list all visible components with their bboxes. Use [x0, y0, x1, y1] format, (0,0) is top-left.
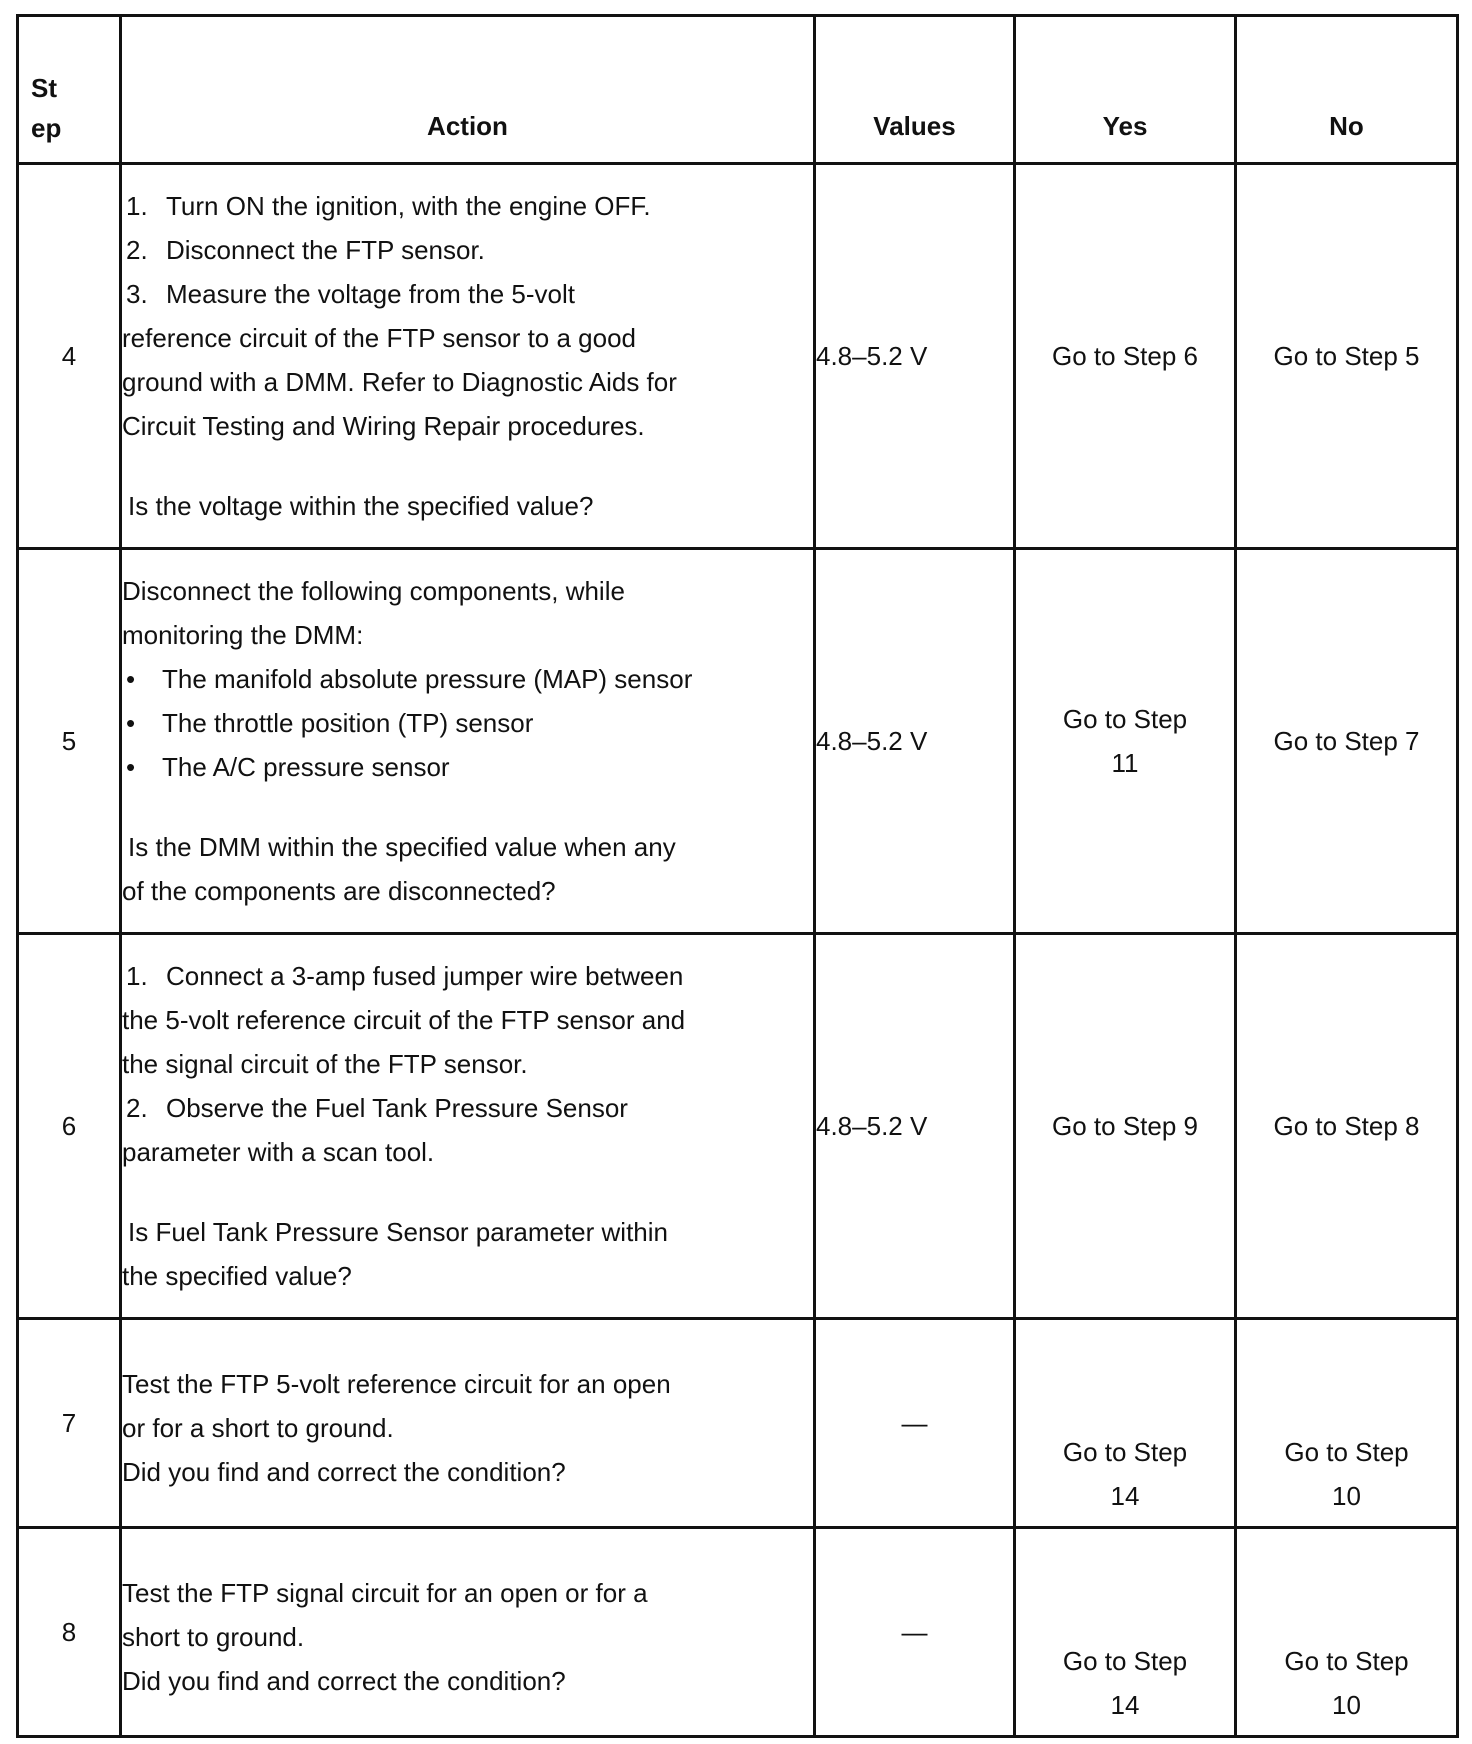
table-row	[18, 1528, 1458, 1737]
header-no: No	[1236, 16, 1458, 164]
table-row	[18, 934, 1458, 1319]
header-action: Action	[121, 16, 815, 164]
no-link[interactable]: Go to Step 10	[1236, 1319, 1458, 1528]
values-cell: 4.8–5.2 V	[815, 934, 1015, 1319]
step-number: 6	[18, 934, 121, 1319]
values-cell: 4.8–5.2 V	[815, 549, 1015, 934]
question-text: Is Fuel Tank Pressure Sensor parameter within	[128, 1217, 668, 1247]
bullet-icon: •	[126, 752, 136, 782]
diagnostic-table	[16, 14, 1459, 1738]
table-row	[18, 549, 1458, 934]
step-number: 5	[18, 549, 121, 934]
header-values: Values	[815, 16, 1015, 164]
yes-link[interactable]: Go to Step 11	[1015, 549, 1236, 934]
step-number: 8	[18, 1528, 121, 1737]
yes-link[interactable]: Go to Step 14	[1015, 1319, 1236, 1528]
question-text: Is the voltage within the specified value?	[128, 491, 594, 521]
step-number: 4	[18, 164, 121, 549]
no-link[interactable]: Go to Step 5	[1236, 164, 1458, 549]
table-header-row	[18, 16, 1458, 164]
yes-link[interactable]: Go to Step 6	[1015, 164, 1236, 549]
table-row	[18, 164, 1458, 549]
action-cell: 1. Connect a 3-amp fused jumper wire between the 5-volt reference circuit of the FTP sensor and the signal circuit of the FTP sensor. 2. Observe the Fuel Tank Pressure Sensor parameter with a scan tool. Is Fuel Tank Pressure Sensor parameter within the specified value?	[121, 934, 815, 1319]
header-yes: Yes	[1015, 16, 1236, 164]
values-cell: —	[815, 1528, 1015, 1737]
no-link[interactable]: Go to Step 7	[1236, 549, 1458, 934]
yes-link[interactable]: Go to Step 14	[1015, 1528, 1236, 1737]
action-cell: Disconnect the following components, while monitoring the DMM: • The manifold absolute pressure (MAP) sensor • The throttle position (TP) sensor • The A/C pressure sensor Is the DMM within the specified value when any of the components are disconnected?	[121, 549, 815, 934]
values-cell: 4.8–5.2 V	[815, 164, 1015, 549]
bullet-icon: •	[126, 664, 136, 694]
no-link[interactable]: Go to Step 8	[1236, 934, 1458, 1319]
action-cell: 1. Turn ON the ignition, with the engine OFF. 2. Disconnect the FTP sensor. 3. Measure the voltage from the 5-volt reference circuit of the FTP sensor to a good ground with a DMM. Refer to Diagnostic Aids for Circuit Testing and Wiring Repair procedures. Is the voltage within the specified value?	[121, 164, 815, 549]
yes-link[interactable]: Go to Step 9	[1015, 934, 1236, 1319]
action-cell: Test the FTP 5-volt reference circuit for an open or for a short to ground. Did you find and correct the condition?	[121, 1319, 815, 1528]
no-link[interactable]: Go to Step 10	[1236, 1528, 1458, 1737]
table-row	[18, 1319, 1458, 1528]
step-number: 7	[18, 1319, 121, 1528]
bullet-icon: •	[126, 708, 136, 738]
question-text: Did you find and correct the condition?	[122, 1666, 566, 1696]
header-step: St ep	[18, 16, 121, 164]
values-cell: —	[815, 1319, 1015, 1528]
question-text: Did you find and correct the condition?	[122, 1457, 566, 1487]
question-text: Is the DMM within the specified value when any	[128, 832, 676, 862]
action-cell: Test the FTP signal circuit for an open or for a short to ground. Did you find and correct the condition?	[121, 1528, 815, 1737]
